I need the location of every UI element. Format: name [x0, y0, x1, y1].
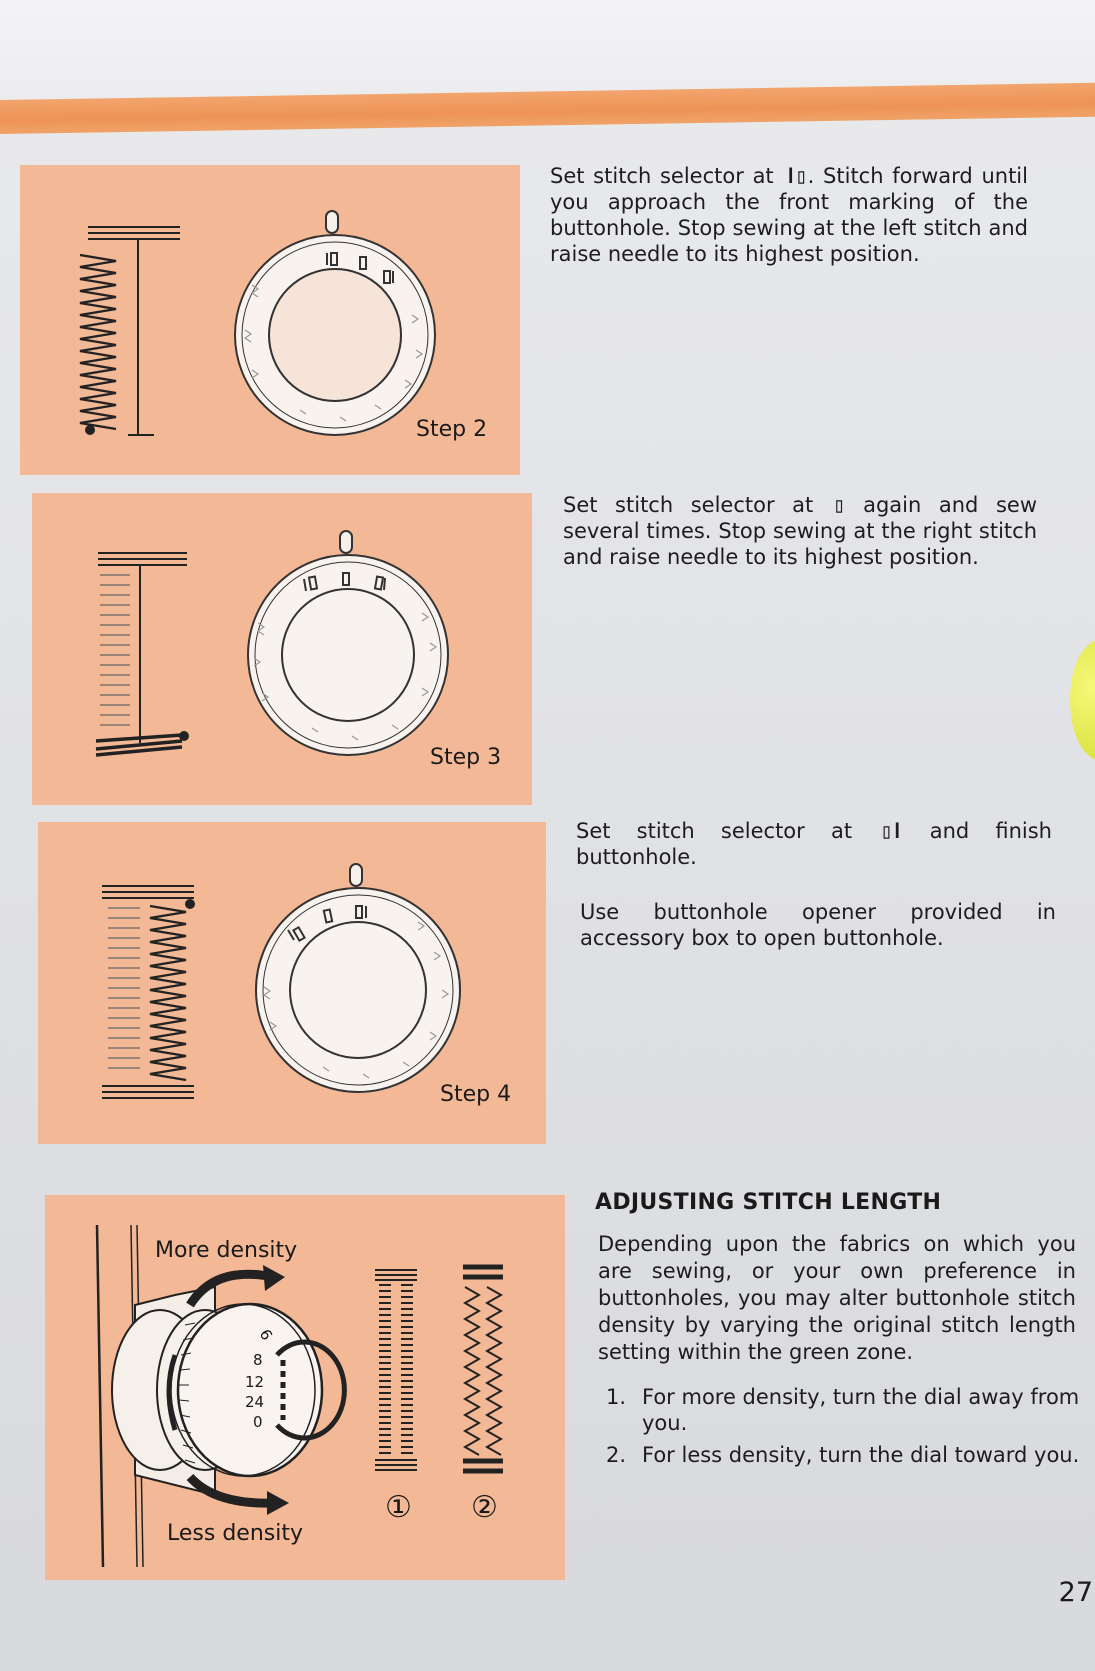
buttonhole-stitch-diagram	[102, 886, 194, 1098]
step-3-text-before: Set stitch selector at	[563, 493, 814, 517]
less-density-label: Less density	[167, 1521, 303, 1546]
step-4-label: Step 4	[440, 1082, 512, 1107]
step-3-instructions	[563, 492, 1037, 570]
list-item: 1. For more density, turn the dial away from you.	[606, 1385, 1080, 1435]
stitch-selector-dial	[248, 531, 448, 755]
section-heading: ADJUSTING STITCH LENGTH	[595, 1190, 942, 1215]
dial-number-12: 12	[245, 1373, 265, 1391]
stitch-left-symbol-icon: ǀ▯	[784, 164, 806, 188]
dial-number-0: 0	[253, 1413, 263, 1431]
dial-number-8: 8	[253, 1351, 263, 1369]
stitch-bartack-symbol-icon: ▯	[832, 493, 844, 517]
buttonhole-stitch-diagram	[80, 227, 180, 435]
adjusting-step-list	[602, 1384, 1080, 1468]
list-item: 2. For less density, turn the dial toward you.	[606, 1443, 1080, 1467]
step-2-text-after: . Stitch forward until you approach the front marking of the buttonhole. Stop sewing at the left stitch and raise needle to its highest position.	[550, 164, 1028, 266]
step-2-label: Step 2	[416, 417, 488, 442]
step-4-instructions	[576, 818, 1052, 870]
stitch-selector-dial	[235, 211, 435, 435]
step-2-instructions	[550, 163, 1028, 267]
step-3-panel	[32, 493, 532, 805]
step-4-text-after: and finish buttonhole.	[576, 819, 1052, 869]
stitch-right-symbol-icon: ▯ǀ	[880, 819, 902, 843]
stitch-selector-dial	[256, 864, 460, 1092]
step-2-text-before: Set stitch selector at	[550, 164, 774, 188]
step-4-panel	[38, 822, 546, 1144]
step-3-label: Step 3	[430, 745, 502, 770]
adjusting-paragraph: Depending upon the fabrics on which you are sewing, or your own preference in buttonholes, you may alter buttonhole stitch density by varying the original stitch length setting within the green zone.	[598, 1232, 1076, 1364]
marker-1: ①	[385, 1490, 412, 1525]
step-3-text-after: again and sew several times. Stop sewing at the right stitch and raise needle to its highest position.	[563, 493, 1037, 569]
page-number: 27	[1058, 1577, 1093, 1608]
step-4-text-before: Set stitch selector at	[576, 819, 853, 843]
density-panel	[45, 1195, 565, 1580]
more-density-label: More density	[155, 1238, 298, 1263]
yellow-marker-edge	[1070, 640, 1095, 760]
adjusting-steps	[602, 1384, 1080, 1474]
dial-number-24: 24	[245, 1393, 265, 1411]
step-2-panel	[20, 165, 520, 475]
density-illustration	[45, 1195, 565, 1580]
dial-number-6: 6	[255, 1326, 277, 1344]
buttonhole-stitch-diagram	[96, 553, 188, 755]
buttonhole-opener-note: Use buttonhole opener provided in accessory box to open buttonhole.	[580, 900, 1056, 950]
marker-2: ②	[471, 1490, 498, 1525]
